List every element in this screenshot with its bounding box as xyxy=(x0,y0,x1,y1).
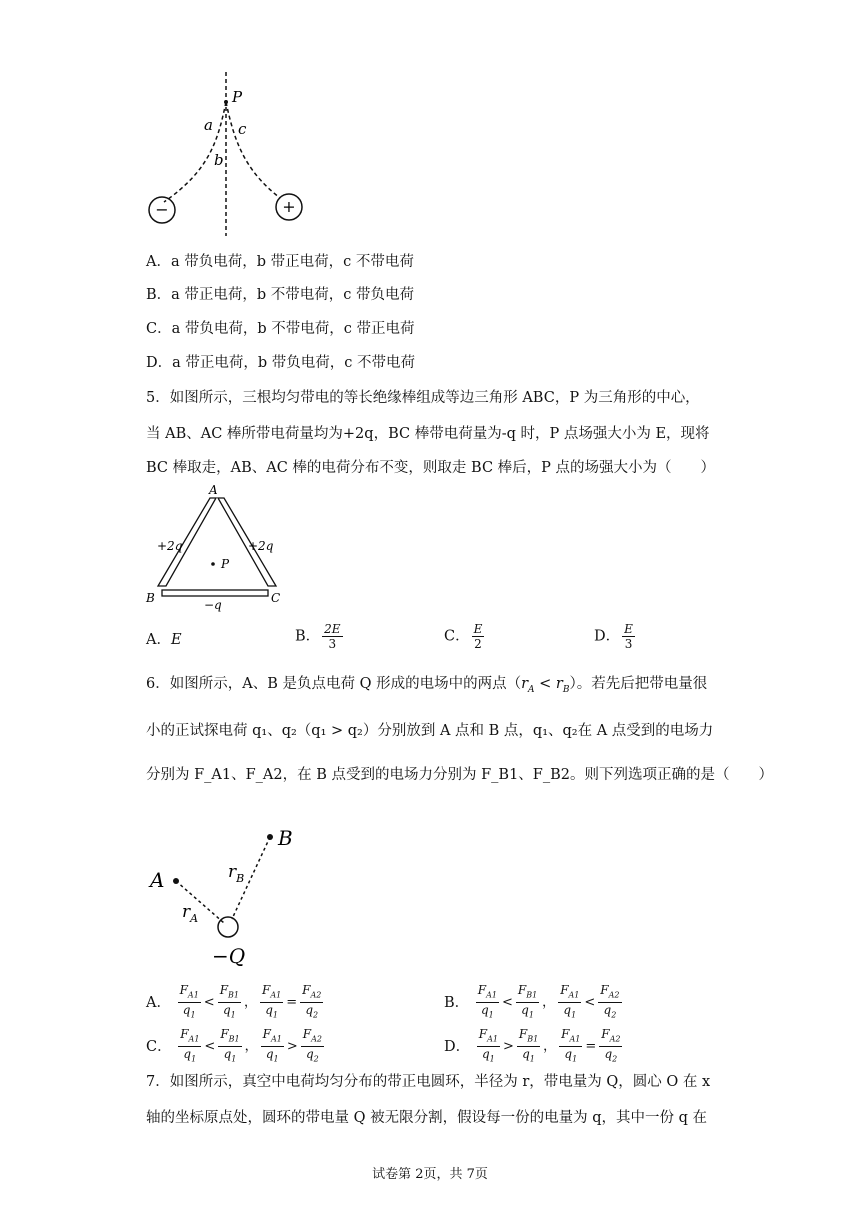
option-letter: B． xyxy=(295,628,321,645)
option-text: a 带正电荷，b 带负电荷，c 不带电荷 xyxy=(172,355,416,371)
q4-figure xyxy=(140,70,320,240)
label-ra: $r_A$ xyxy=(182,902,199,925)
option-letter: C． xyxy=(146,321,172,337)
q4-option-b xyxy=(146,285,414,305)
label-a: a xyxy=(204,116,213,134)
relation: < xyxy=(534,676,556,692)
positive-sign: + xyxy=(282,197,296,216)
label-rb: $r_B$ xyxy=(228,862,245,885)
fraction-fa1-q1 xyxy=(178,983,201,1023)
q4-option-d xyxy=(146,353,415,373)
separator: ， xyxy=(542,994,556,1010)
fraction-numerator: E xyxy=(473,622,483,636)
center-p-dot xyxy=(211,562,215,566)
relation: < xyxy=(584,994,596,1010)
label-b: b xyxy=(214,151,224,169)
fraction-numerator: $F_{A1}$ xyxy=(261,1027,284,1047)
fraction-denominator: $q_2$ xyxy=(305,1003,319,1020)
fraction-fa2-q2 xyxy=(300,983,323,1023)
fraction-fa1-q1 xyxy=(476,983,499,1023)
relation: < xyxy=(501,994,513,1010)
fraction-denominator: $q_1$ xyxy=(265,1047,279,1064)
fraction-numerator: $F_{A1}$ xyxy=(559,1027,582,1047)
fraction-numerator: $F_{B1}$ xyxy=(516,983,539,1003)
fraction-fa2-q2 xyxy=(598,983,621,1023)
option-letter: D． xyxy=(146,355,173,371)
option-letter: D． xyxy=(444,1038,471,1055)
label-c: c xyxy=(238,120,247,138)
label-b: B xyxy=(146,591,155,605)
fraction-denominator: 3 xyxy=(328,637,337,651)
label-a: A xyxy=(209,483,218,497)
option-letter: A． xyxy=(146,994,171,1011)
fraction-numerator: $F_{B1}$ xyxy=(218,1027,241,1047)
fraction-denominator: $q_2$ xyxy=(603,1003,617,1020)
relation: < xyxy=(203,994,215,1010)
separator: ， xyxy=(244,1038,258,1054)
fraction-fb1-q1 xyxy=(218,1027,241,1067)
q5-triangle-figure xyxy=(140,482,290,612)
fraction-fa1-q1 xyxy=(178,1027,201,1067)
label-p: P xyxy=(232,88,243,106)
fraction-denominator: $q_1$ xyxy=(521,1003,534,1020)
fraction-fa1-q1 xyxy=(559,1027,582,1067)
fraction-numerator: 2E xyxy=(324,622,341,636)
label-b: B xyxy=(278,826,293,850)
fraction-numerator: $F_{A2}$ xyxy=(599,1027,622,1047)
separator: ， xyxy=(244,994,258,1010)
fraction-denominator: $q_1$ xyxy=(223,1047,237,1064)
fraction-numerator: $F_{A2}$ xyxy=(301,1027,324,1047)
point-b-dot xyxy=(267,834,273,840)
option-text: a 带正电荷，b 不带电荷，c 带负电荷 xyxy=(171,287,415,303)
fraction-denominator: $q_2$ xyxy=(305,1047,319,1064)
field-line-c xyxy=(226,102,280,198)
option-letter: A． xyxy=(146,632,171,648)
q5-line-2: 当 AB、AC 棒所带电荷量均为+2q，BC 棒带电荷量为-q 时，P 点场强大小为 E，现将 xyxy=(146,426,710,442)
fraction-denominator: $q_1$ xyxy=(480,1003,494,1020)
q6-line-3: 分别为 F_A1、F_A2，在 B 点受到的电场力分别为 F_B1、F_B2。则下列选项正确的是（ ） xyxy=(146,767,773,783)
relation: < xyxy=(204,1038,216,1054)
option-letter: B． xyxy=(444,994,470,1011)
option-letter: A． xyxy=(146,254,171,270)
fraction-denominator: $q_1$ xyxy=(564,1047,578,1064)
fraction-fb1-q1 xyxy=(516,983,539,1023)
subscript: B xyxy=(562,684,570,695)
label-p: P xyxy=(221,557,230,571)
charge-bc: −q xyxy=(204,598,222,612)
fraction-fa2-q2 xyxy=(599,1027,622,1067)
page-footer: 试卷第 2页，共 7页 xyxy=(372,1167,488,1182)
label-a: A xyxy=(150,868,165,892)
fraction-numerator: $F_{A1}$ xyxy=(476,983,499,1003)
q5-option-c xyxy=(444,622,486,651)
fraction-numerator: $F_{A1}$ xyxy=(558,983,581,1003)
fraction-numerator: $F_{A1}$ xyxy=(178,1027,201,1047)
fraction-numerator: $F_{A1}$ xyxy=(477,1027,500,1047)
fraction xyxy=(322,622,342,651)
fraction xyxy=(472,622,485,651)
charge-ab: +2q xyxy=(157,539,183,553)
fraction-numerator: $F_{A1}$ xyxy=(178,983,201,1003)
fraction-denominator: 2 xyxy=(474,637,482,651)
q4-option-a xyxy=(146,252,414,272)
q6-option-a xyxy=(146,983,325,1023)
fraction-numerator: E xyxy=(624,622,633,636)
fraction-denominator: $q_2$ xyxy=(604,1047,618,1064)
fraction-fb1-q1 xyxy=(517,1027,540,1067)
fraction-numerator: $F_{A2}$ xyxy=(300,983,323,1003)
option-letter: C． xyxy=(146,1038,172,1055)
q5-option-d xyxy=(594,622,637,651)
fraction-fa1-q1 xyxy=(261,1027,284,1067)
option-letter: B． xyxy=(146,287,172,303)
fraction-fa1-q1 xyxy=(260,983,283,1023)
q5-option-a xyxy=(146,630,182,650)
q6-option-d xyxy=(444,1027,624,1067)
label-c: C xyxy=(271,591,281,605)
q5-line-1: 5．如图所示，三根均匀带电的等长绝缘棒组成等边三角形 ABC，P 为三角形的中心， xyxy=(146,390,700,406)
subscript: A xyxy=(528,684,535,695)
fraction-denominator: $q_1$ xyxy=(265,1003,278,1020)
charge-q-circle xyxy=(218,917,238,937)
negative-sign: − xyxy=(155,200,169,219)
fraction-numerator: $F_{B1}$ xyxy=(218,983,241,1003)
fraction-denominator: $q_1$ xyxy=(183,1047,197,1064)
r-symbol: r xyxy=(521,676,529,692)
fraction-denominator: 3 xyxy=(624,637,633,651)
label-neg-q: −Q xyxy=(212,944,246,968)
charge-ac: +2q xyxy=(248,539,274,553)
q6-line-1 xyxy=(146,674,707,700)
q7-line-2: 轴的坐标原点处，圆环的带电量 Q 被无限分割，假设每一份的电量为 q，其中一份 q 在 xyxy=(146,1110,707,1126)
fraction-fa2-q2 xyxy=(301,1027,324,1067)
rod-bc xyxy=(162,590,268,596)
fraction-denominator: $q_1$ xyxy=(563,1003,577,1020)
option-letter: C． xyxy=(444,628,470,645)
option-text: E xyxy=(170,632,182,648)
q6-figure xyxy=(146,825,306,970)
fraction-denominator: $q_1$ xyxy=(522,1047,535,1064)
option-text: a 带负电荷，b 不带电荷，c 带正电荷 xyxy=(171,321,415,337)
r-symbol: r xyxy=(555,676,563,692)
fraction-fa1-q1 xyxy=(558,983,581,1023)
text-run: ）。若先后把带电量很 xyxy=(569,676,708,692)
q5-option-b xyxy=(295,622,345,651)
fraction-fa1-q1 xyxy=(477,1027,500,1067)
relation: = xyxy=(585,1038,597,1054)
separator: ， xyxy=(543,1038,557,1054)
option-letter: D． xyxy=(594,628,621,645)
fraction-fb1-q1 xyxy=(218,983,241,1023)
fraction-denominator: $q_1$ xyxy=(222,1003,236,1020)
fraction-denominator: $q_1$ xyxy=(481,1047,495,1064)
q7-line-1: 7．如图所示，真空中电荷均匀分布的带正电圆环，半径为 r，带电量为 Q，圆心 O 在 x xyxy=(146,1074,711,1090)
relation: > xyxy=(286,1038,298,1054)
relation: = xyxy=(286,994,298,1010)
option-text: a 带负电荷，b 带正电荷，c 不带电荷 xyxy=(170,254,414,270)
q6-option-c xyxy=(146,1027,326,1067)
fraction-numerator: $F_{A1}$ xyxy=(260,983,283,1003)
point-a-dot xyxy=(173,878,179,884)
q5-line-3: BC 棒取走，AB、AC 棒的电荷分布不变，则取走 BC 棒后，P 点的场强大小为（ ） xyxy=(146,460,716,476)
fraction-numerator: $F_{B1}$ xyxy=(517,1027,540,1047)
q6-line-2: 小的正试探电荷 q₁、q₂（q₁ > q₂）分别放到 A 点和 B 点，q₁、q₂在 A 点受到的电场力 xyxy=(146,723,714,739)
fraction xyxy=(622,622,635,651)
point-p-dot xyxy=(224,100,228,104)
fraction-numerator: $F_{A2}$ xyxy=(598,983,621,1003)
q6-option-b xyxy=(444,983,624,1023)
text-run: 6．如图所示，A、B 是负点电荷 Q 形成的电场中的两点（ xyxy=(146,676,522,692)
fraction-denominator: $q_1$ xyxy=(182,1003,196,1020)
q4-option-c xyxy=(146,319,414,339)
relation: > xyxy=(502,1038,514,1054)
